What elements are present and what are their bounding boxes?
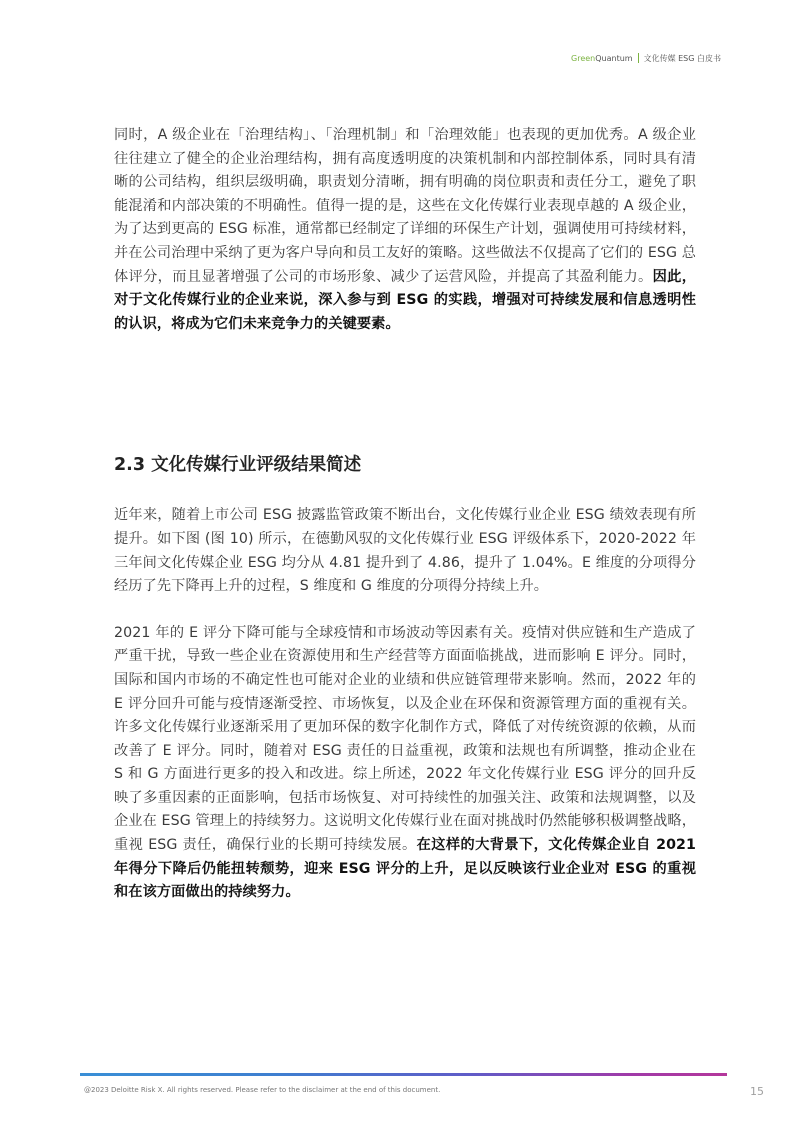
page-number: 15 — [750, 1085, 764, 1098]
paragraph-analysis-text: 2021 年的 E 评分下降可能与全球疫情和市场波动等因素有关。疫情对供应链和生产造成了严重干扰，导致一些企业在资源使用和生产经营等方面面临挑战，进而影响 E 评分。同时，国际和国内市场的不确定性也可能对企业的业绩和供应链管理带来影响。然而，2022 年的 E 评分回升可能与疫情逐渐受控、市场恢复，以及企业在环保和资源管理方面的重视有关。许多文化传媒行业逐渐采用了更加环保的数字化制作方式，降低了对传统资源的依赖，从而改善了 E 评分。同时，随着对 ESG 责任的日益重视，政策和法规也有所调整，推动企业在 S 和 G 方面进行更多的投入和改进。综上所述，2022 年文化传媒行业 ESG 评分的回升反映了多重因素的正面影响，包括市场恢复、对可持续性的加强关注、政策和法规调整，以及企业在 ESG 管理上的持续努力。这说明文化传媒行业在面对挑战时仍然能够积极调整战略，重视 ESG 责任，确保行业的长期可持续发展。 — [114, 624, 696, 854]
section-title: 2.3 文化传媒行业评级结果简述 — [114, 455, 362, 476]
paragraph-governance — [114, 124, 696, 336]
header-divider — [638, 53, 639, 63]
footer-gradient-line — [80, 1073, 727, 1076]
paragraph-analysis-bold: 在这样的大背景下，文化传媒企业自 2021 年得分下降后仍能扭转颓势，迎来 ESG 评分的上升，足以反映该行业企业对 ESG 的重视和在该方面做出的持续努力。 — [114, 837, 696, 901]
paragraph-governance-text: 同时，A 级企业在「治理结构」、「治理机制」和「治理效能」也表现的更加优秀。A 级企业往往建立了健全的企业治理结构，拥有高度透明度的决策机制和内部控制体系，同时具有清晰的公司结构，组织层级明确，职责划分清晰，拥有明确的岗位职责和责任分工，避免了职能混淆和内部决策的不明确性。值得一提的是，这些在文化传媒行业表现卓越的 A 级企业，为了达到更高的 ESG 标准，通常都已经制定了详细的环保生产计划，强调使用可持续材料，并在公司治理中采纳了更为客户导向和员工友好的策略。这些做法不仅提高了它们的 ESG 总体评分，而且显著增强了公司的市场形象、减少了运营风险，并提高了其盈利能力。 — [114, 127, 696, 285]
footer-copyright: @2023 Deloitte Risk X. All rights reserved. Please refer to the disclaimer at the end of this document. — [84, 1086, 441, 1094]
paragraph-trend: 近年来，随着上市公司 ESG 披露监管政策不断出台，文化传媒行业企业 ESG 绩效表现有所提升。如下图 (图 10) 所示，在德勤风驭的文化传媒行业 ESG 评级体系下，2020-2022 年三年间文化传媒企业 ESG 均分从 4.81 提升到了 4.86，提升了 1.04%。E 维度的分项得分经历了先下降再上升的过程，S 维度和 G 维度的分项得分持续上升。 — [114, 507, 696, 595]
brand-name-dark: Quantum — [595, 53, 633, 63]
main-content — [114, 124, 696, 905]
paragraph-governance-bold: 因此，对于文化传媒行业的企业来说，深入参与到 ESG 的实践，增强对可持续发展和信息透明性的认识，将成为它们未来竞争力的关键要素。 — [114, 268, 696, 332]
page-header — [571, 51, 721, 65]
brand-name-green: Green — [571, 53, 596, 63]
paragraph-analysis — [114, 622, 696, 905]
document-title: 文化传媒 ESG 白皮书 — [643, 53, 721, 63]
